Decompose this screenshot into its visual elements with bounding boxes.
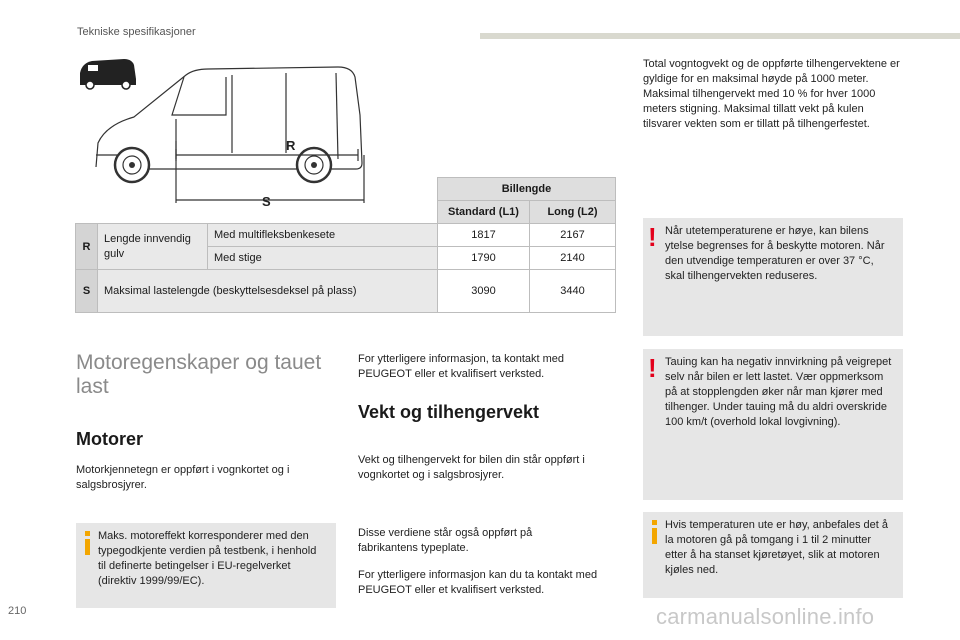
warning-box-temperature [643, 218, 903, 336]
motorer-text: Motorkjennetegn er oppført i vognkortet og i salgsbrosjyrer. [76, 464, 290, 491]
column-header-long: Long (L2) [530, 201, 616, 224]
typeplate-text: Disse verdiene står også oppført på fabrikantens typeplate. [358, 527, 533, 554]
vekt-text: Vekt og tilhengervekt for bilen din står oppført i vognkortet og i salgsbrosjyrer. [358, 454, 585, 481]
running-header-title: Tekniske spesifikasjoner [77, 26, 196, 38]
info-box-idle [643, 512, 903, 598]
info-box-engine-power [76, 523, 336, 608]
info-icon [649, 520, 661, 542]
row-sublabel: Med multifleksbenkesete [208, 224, 438, 247]
info-box-text: Hvis temperaturen ute er høy, anbefales det å la motoren gå på tomgang i 1 til 2 minutter etter å ha stanset kjøretøyet, slik at motoren kjøles ned. [665, 519, 888, 576]
page-number: 210 [8, 605, 27, 617]
row-sublabel: Med stige [208, 247, 438, 270]
warning-box-towing [643, 349, 903, 500]
dimension-s-label: S [262, 194, 271, 209]
warning-icon: ! [648, 353, 657, 383]
section-title: Motoregenskaper og tauet last [76, 351, 322, 398]
small-van-icon [80, 59, 136, 89]
row-label: Maksimal lastelengde (beskyttelsesdeksel på plass) [98, 270, 438, 313]
warning-box-text: Når utetemperaturene er høye, kan bilens ytelse begrenses for å beskytte motoren. Når den utvendige temperaturen er over 37 °C, skal tilhengervekten reduseres. [665, 225, 885, 282]
info-box-text: Maks. motoreffekt korresponderer med den typegodkjente verdien på testbenk, i henhold til definerte betingelser i EU-regelverket (direktiv 1999/99/EC). [98, 530, 317, 587]
motorer-heading: Motorer [76, 429, 143, 449]
table-row [76, 224, 616, 247]
column-header-standard: Standard (L1) [438, 201, 530, 224]
header-decorative-bar [480, 33, 960, 39]
total-weight-text: Total vogntogvekt og de oppførte tilhengervektene er gyldige for en maksimal høyde på 1000 meter. Maksimal tilhengervekt med 10 % for hver 1000 meters stigning. Maksimal tillatt vekt på kulen tilsvarer vekten som er tillatt på tilhengerfestet. [643, 58, 900, 130]
table-cell-value: 1790 [438, 247, 530, 270]
table-cell-value: 3090 [438, 270, 530, 313]
row-label: Lengde innvendig gulv [98, 224, 208, 270]
table-group-header: Billengde [438, 178, 616, 201]
contact-text: For ytterligere informasjon kan du ta kontakt med PEUGEOT eller et kvalifisert verksted. [358, 569, 598, 596]
warning-icon: ! [648, 222, 657, 252]
dimensions-table [75, 177, 616, 313]
table-cell-value: 1817 [438, 224, 530, 247]
warning-box-text: Tauing kan ha negativ innvirkning på veigrepet selv når bilen er lett lastet. Vær oppmerksom på at stopplengden øker når man kjører med tilhenger. Under tauing må du aldri overskride 100 km/t (overhold lokal lovgivning). [665, 356, 892, 428]
row-key: S [76, 270, 98, 313]
table-cell-value: 3440 [530, 270, 616, 313]
info-icon [82, 531, 94, 553]
row-key: R [76, 224, 98, 270]
table-cell-value: 2167 [530, 224, 616, 247]
dimension-r-label: R [286, 138, 296, 153]
table-row [76, 270, 616, 313]
contact-intro-text: For ytterligere informasjon, ta kontakt med PEUGEOT eller et kvalifisert verksted. [358, 353, 565, 380]
vekt-heading: Vekt og tilhengervekt [358, 402, 540, 422]
watermark: carmanualsonline.info [656, 604, 875, 629]
table-cell-value: 2140 [530, 247, 616, 270]
